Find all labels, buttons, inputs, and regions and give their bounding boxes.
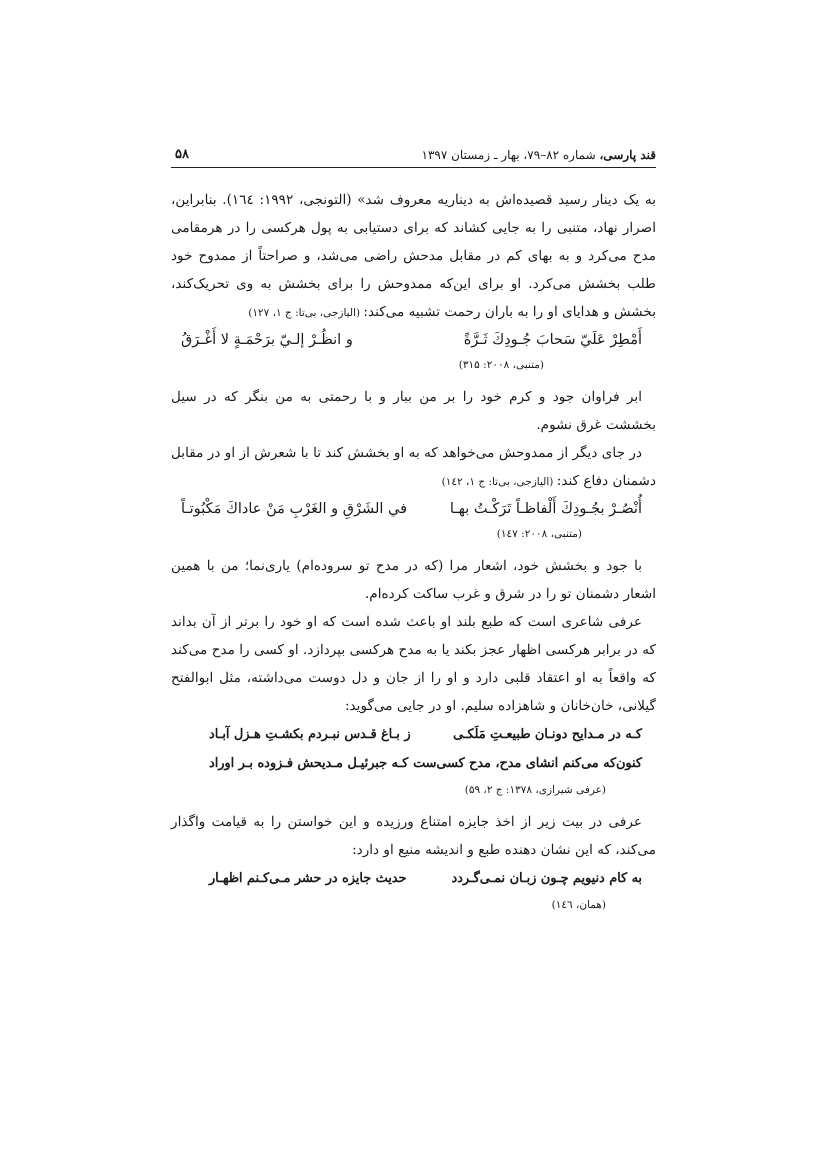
issue-info: شماره ۸۲–۷۹، بهار ـ زمستان ۱۳۹۷	[421, 148, 600, 162]
verse-hemistich-second: و انظُـرْ إلـيّ برَحْمَـةٍ لا أَغْـرَقُ	[181, 332, 353, 348]
verse-reference: (عرفی شیرازی، ۱۳۷۸: ج ۲، ۵۹)	[464, 784, 606, 796]
verse-line	[171, 496, 656, 522]
verse-line	[171, 864, 656, 893]
header-rule	[171, 167, 656, 168]
paragraph: عرفی در بیت زیر از اخذ جایزه امتناع ورزیده و این خواستن را به قیامت واگذار می‌کند، که این نشان دهنده طبع و اندیشه منیع او دارد:	[171, 814, 656, 858]
verse-reference: (همان، ١٤٦)	[551, 899, 606, 911]
verse-hemistich-first: أَمْطِرْ عَلَيّ سَحابَ جُـودِكَ ثَـرَّةً	[463, 332, 642, 348]
verse-hemistich-first: أُنْصُـرْ بجُـودِكَ أَلْفاظـاً تَرَكْـتُ بهـا	[449, 501, 642, 517]
article-body	[171, 186, 656, 917]
verse-hemistich-first: کـه در مـدایح دونـان طبیعـتِ مَلَکـی	[452, 727, 642, 742]
inline-citation: (الیازجی، بی‌تا: ج ۱، ١٢٧)	[248, 307, 364, 319]
paragraph	[171, 186, 656, 327]
verse-line	[171, 327, 656, 353]
verse-line	[171, 720, 656, 749]
verse-line	[171, 749, 656, 778]
verse-hemistich-second: ز بـاغ قـدس نبـردم بکشـتِ هـزل آبـاد	[209, 727, 411, 742]
journal-name: قند پارسی،	[599, 148, 656, 162]
paragraph	[171, 439, 656, 496]
inline-citation: (الیازجی، بی‌تا: ج ۱، ١٤٢)	[441, 476, 557, 488]
verse-hemistich-first: کنون‌که می‌کنم انشای مدح، مدح کسی‌ست	[413, 756, 642, 771]
translation-paragraph: با جود و بخشش خود، اشعار مرا (که در مدح تو سروده‌ام) یاری‌نما؛ من با همین اشعار دشمنان تو را در شرق و غرب ساکت کرده‌ام.	[171, 558, 656, 602]
journal-citation	[422, 148, 656, 162]
translation-paragraph: ابر فراوان جود و کرم خود را بر من ببار و با رحمتی به من بنگر که در سیل بخششت غرق نشوم.	[171, 389, 656, 433]
verse-hemistich-first: به کام دنیویم چـون زبـان نمـی‌گـردد	[451, 871, 642, 886]
paragraph-text: در جای دیگر از ممدوحش می‌خواهد که به او بخشش کند تا با شعرش از او در مقابل دشمنان دفاع کند:	[171, 445, 656, 489]
running-header	[171, 146, 656, 168]
verse-reference: (متنبی، ۲۰۰۸: ۳۱۵)	[458, 359, 544, 371]
paragraph-text: به یک دینار رسید قصیده‌اش به دیناریه معروف شد» (التونجی، ۱۹۹۲: ١٦٤). بنابراین، اصرار نهاد، متنبی را به جایی کشاند که برای دستیابی به پول هرکسی را در هرمقامی مدح می‌کرد و به بهای کم در مقابل مدحش راضی می‌شد، و صراحتاً از ممدوح خود طلب بخشش می‌کرد. او برای این‌که ممدوحش را برای بخشش به وی تحریک‌کند، بخشش و هدایای او را به باران رحمت تشبیه می‌کند:	[171, 192, 657, 320]
verse-hemistich-second: في الشَرْقِ و الغَرْبِ مَنْ عاداكَ مَكْبُوتـاً	[181, 501, 408, 517]
page-number: ۵۸	[175, 147, 189, 162]
verse-hemistich-second: کـه جبرئیـل مـدیحش فـزوده بـر اوراد	[209, 756, 409, 771]
verse-hemistich-second: حدیث جایزه در حشر مـی‌کـنم اظهـار	[209, 871, 407, 886]
paragraph: عرفی شاعری است که طبع بلند او باعث شده است که او خود را برتر از آن بداند که در برابر هرکسی اظهار عجز بکند یا به مدح هرکسی بپردازد. او کسی را مدح می‌کند که واقعاً به او اعتقاد قلبی دارد و او را از جان و دل دوست می‌داشته، مثل ابوالفتح گیلانی، خان‌خانان و شاهزاده سلیم. او در جایی می‌گوید:	[171, 614, 656, 714]
verse-reference: (متنبی، ۲۰۰۸: ١٤٧)	[496, 528, 582, 540]
